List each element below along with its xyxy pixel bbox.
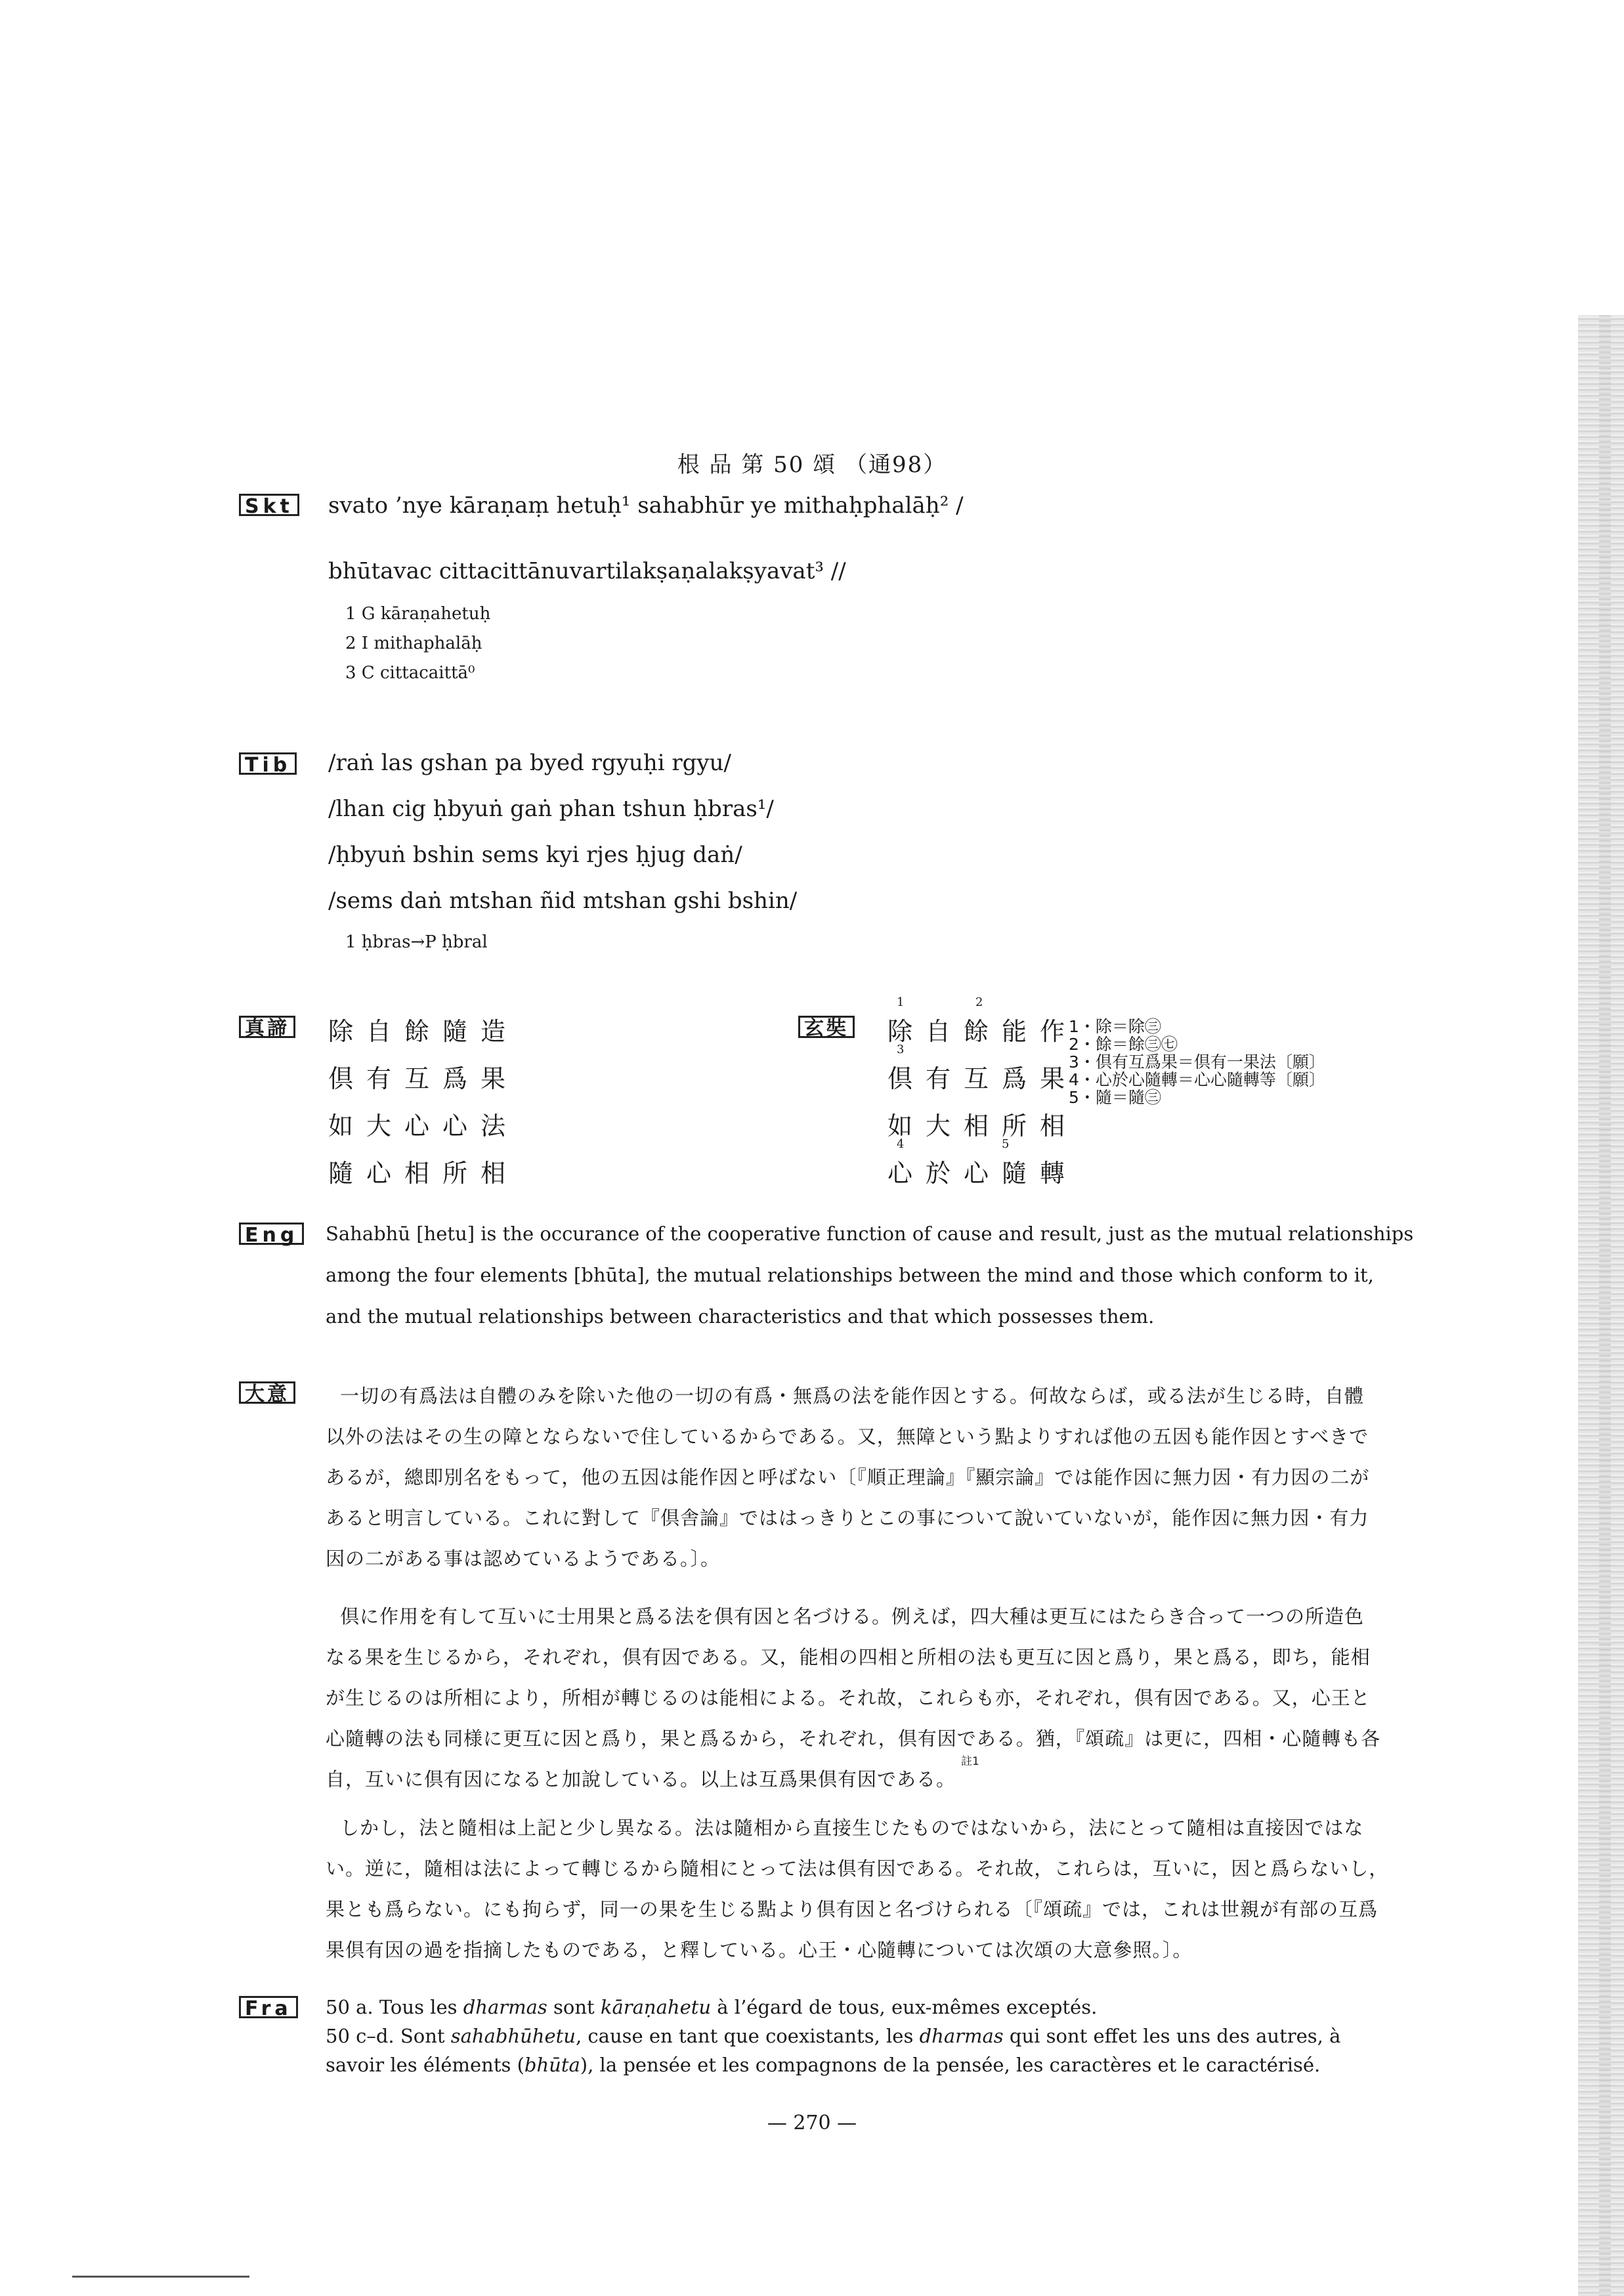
fra-line-3-part-a: savoir les éléments ( — [326, 2054, 524, 2076]
taii-line-4: あると明言している。これに對して『倶舎論』でははっきりとこの事について說いていないが，能作因に無力因・有力 — [326, 1507, 1369, 1529]
skt-note-1: 1 G kāraṇahetuḥ — [345, 604, 491, 624]
fra-line-1-term-karanahetu: kāraṇahetu — [600, 1996, 712, 2018]
taii-line-14: 果倶有因の過を指摘したものである，と釋している。心王・心隨轉については次頌の大意參照。〕。 — [326, 1939, 1193, 1961]
taii-footnote-marker: 註1 — [961, 1755, 979, 1768]
xuanzang-line-1: 除自餘能作 — [887, 1017, 1079, 1046]
eng-line-2: among the four elements [bhūta], the mutual relationships between the mind and those which conform to it, — [326, 1264, 1374, 1286]
eng-line-3: and the mutual relationships between characteristics and that which possesses them. — [326, 1305, 1155, 1328]
xuanzang-note-3: 3・倶有互爲果＝倶有一果法〔願〕 — [1069, 1052, 1325, 1072]
taii-line-1: 一切の有爲法は自體のみを除いた他の一切の有爲・無爲の法を能作因とする。何故ならば，或る法が生じる時，自體 — [340, 1385, 1365, 1407]
page-number: — 270 — — [767, 2112, 857, 2134]
tib-line-2: /lhan cig ḥbyuṅ gaṅ phan tshun ḥbras¹/ — [328, 796, 774, 822]
tib-line-1: /raṅ las gshan pa byed rgyuḥi rgyu/ — [328, 750, 731, 776]
taii-line-7: なる果を生じるから，それぞれ，倶有因である。又，能相の四相と所相の法も更互に因と爲り，果と爲る，即ち，能相 — [326, 1646, 1371, 1668]
fra-line-1-part-a: 50 a. Tous les — [326, 1996, 463, 2018]
paramartha-line-3: 如大心心法 — [328, 1112, 519, 1140]
xuanzang-marker-1: 1 — [897, 995, 905, 1009]
taii-line-13: 果とも爲らない。にも拘らず，同一の果を生じる點より倶有因と名づけられる〔『頌疏』では，これは世親が有部の互爲 — [326, 1898, 1378, 1920]
fra-line-3-term-bhuta: bhūta — [524, 2054, 580, 2076]
fra-line-1-part-c: sont — [547, 1996, 601, 2018]
xuanzang-line-2: 倶有互爲果 — [887, 1064, 1079, 1093]
tib-tag: Tib — [239, 752, 297, 775]
fra-line-1-part-e: à l’égard de tous, eux-mêmes exceptés. — [711, 1996, 1098, 2018]
fra-line-2-part-a: 50 c–d. Sont — [326, 2025, 451, 2047]
taii-line-10: 自，互いに倶有因になると加說している。以上は互爲果倶有因である。 — [326, 1768, 956, 1790]
skt-line-2: bhūtavac cittacittānuvartilakṣaṇalakṣyavat³ // — [328, 558, 846, 584]
skt-line-1: svato ’nye kāraṇaṃ hetuḥ¹ sahabhūr ye mithaḥphalāḥ² / — [328, 492, 964, 519]
xuanzang-marker-2: 2 — [975, 995, 983, 1009]
tib-line-4: /sems daṅ mtshan ñid mtshan gshi bshin/ — [328, 888, 798, 914]
tib-note-1: 1 ḥbras→P ḥbral — [345, 932, 488, 952]
fra-line-3-part-c: ), la pensée et les compagnons de la pensée, les caractères et le caractérisé. — [580, 2054, 1321, 2076]
fra-tag: Fra — [239, 1996, 298, 2018]
xuanzang-marker-5: 5 — [1002, 1137, 1010, 1151]
xuanzang-line-3: 如大相所相 — [887, 1112, 1079, 1140]
taii-line-2: 以外の法はその生の障とならないで住しているからである。又，無障という點よりすれば他の五因も能作因とすべきで — [326, 1425, 1369, 1448]
xuanzang-line-4: 心於心隨轉 — [887, 1159, 1079, 1188]
xuanzang-marker-4: 4 — [897, 1137, 905, 1151]
paramartha-line-4: 隨心相所相 — [328, 1159, 519, 1188]
paramartha-tag: 真諦 — [239, 1016, 295, 1038]
paramartha-line-1: 除自餘隨造 — [328, 1017, 519, 1046]
fra-line-2-term-dharmas: dharmas — [919, 2025, 1004, 2047]
scan-edge-shadow-inner — [1599, 315, 1611, 2296]
taii-line-9: 心隨轉の法も同様に更互に因と爲り，果と爲るから，それぞれ，倶有因である。猶，『頌疏』は更に，四相・心隨轉も各 — [326, 1727, 1381, 1750]
skt-note-3: 3 C cittacaittā⁰ — [345, 663, 475, 683]
fra-line-2-part-e: qui sont effet les uns des autres, à — [1003, 2025, 1341, 2047]
bottom-rule — [72, 2276, 249, 2278]
xuanzang-note-4: 4・心於心隨轉＝心心隨轉等〔願〕 — [1069, 1070, 1325, 1089]
xuanzang-note-2: 2・餘＝餘㊂㊆ — [1069, 1035, 1178, 1054]
xuanzang-note-5: 5・隨＝隨㊂ — [1069, 1088, 1161, 1107]
eng-tag: Eng — [239, 1223, 304, 1245]
fra-line-1-term-dharmas: dharmas — [463, 1996, 547, 2018]
tib-line-3: /ḥbyuṅ bshin sems kyi rjes ḥjug daṅ/ — [328, 842, 742, 868]
taii-line-8: が生じるのは所相により，所相が轉じるのは能相による。それ故，これらも亦，それぞれ，倶有因である。又，心王と — [326, 1687, 1371, 1709]
fra-line-2 — [326, 2025, 1340, 2047]
paramartha-line-2: 倶有互爲果 — [328, 1064, 519, 1093]
fra-line-1 — [326, 1996, 1097, 2018]
fra-line-2-part-c: , cause en tant que coexistants, les — [575, 2025, 920, 2047]
taii-line-12: い。逆に，隨相は法によって轉じるから隨相にとって法は倶有因である。それ故，これらは，互いに，因と爲らないし， — [326, 1857, 1389, 1880]
page-heading: 根 品 第 50 頌 （通98） — [677, 452, 947, 478]
taii-line-11: しかし，法と隨相は上記と少し異なる。法は隨相から直接生じたものではないから，法にとって隨相は直接因ではな — [340, 1817, 1364, 1839]
skt-tag: Skt — [239, 494, 299, 516]
xuanzang-note-1: 1・除＝除㊂ — [1069, 1017, 1161, 1036]
fra-line-2-term-sahabhuhetu: sahabhūhetu — [450, 2025, 576, 2047]
skt-note-2: 2 I mithaphalāḥ — [345, 634, 482, 653]
taii-tag: 大意 — [239, 1381, 295, 1404]
taii-line-5: 因の二がある事は認めているようである。〕。 — [326, 1548, 721, 1570]
taii-line-3: あるが，總即別名をもって，他の五因は能作因と呼ばない〔『順正理論』『顯宗論』では能作因に無力因・有力因の二が — [326, 1466, 1370, 1488]
taii-line-6: 倶に作用を有して互いに士用果と爲る法を倶有因と名づける。例えば，四大種は更互にはたらき合って一つの所造色 — [340, 1605, 1365, 1628]
xuanzang-marker-3: 3 — [897, 1043, 905, 1056]
xuanzang-tag: 玄奘 — [798, 1016, 855, 1038]
fra-line-3 — [326, 2054, 1320, 2076]
eng-line-1: Sahabhū [hetu] is the occurance of the cooperative function of cause and result, just as the mutual relationships — [326, 1223, 1414, 1245]
